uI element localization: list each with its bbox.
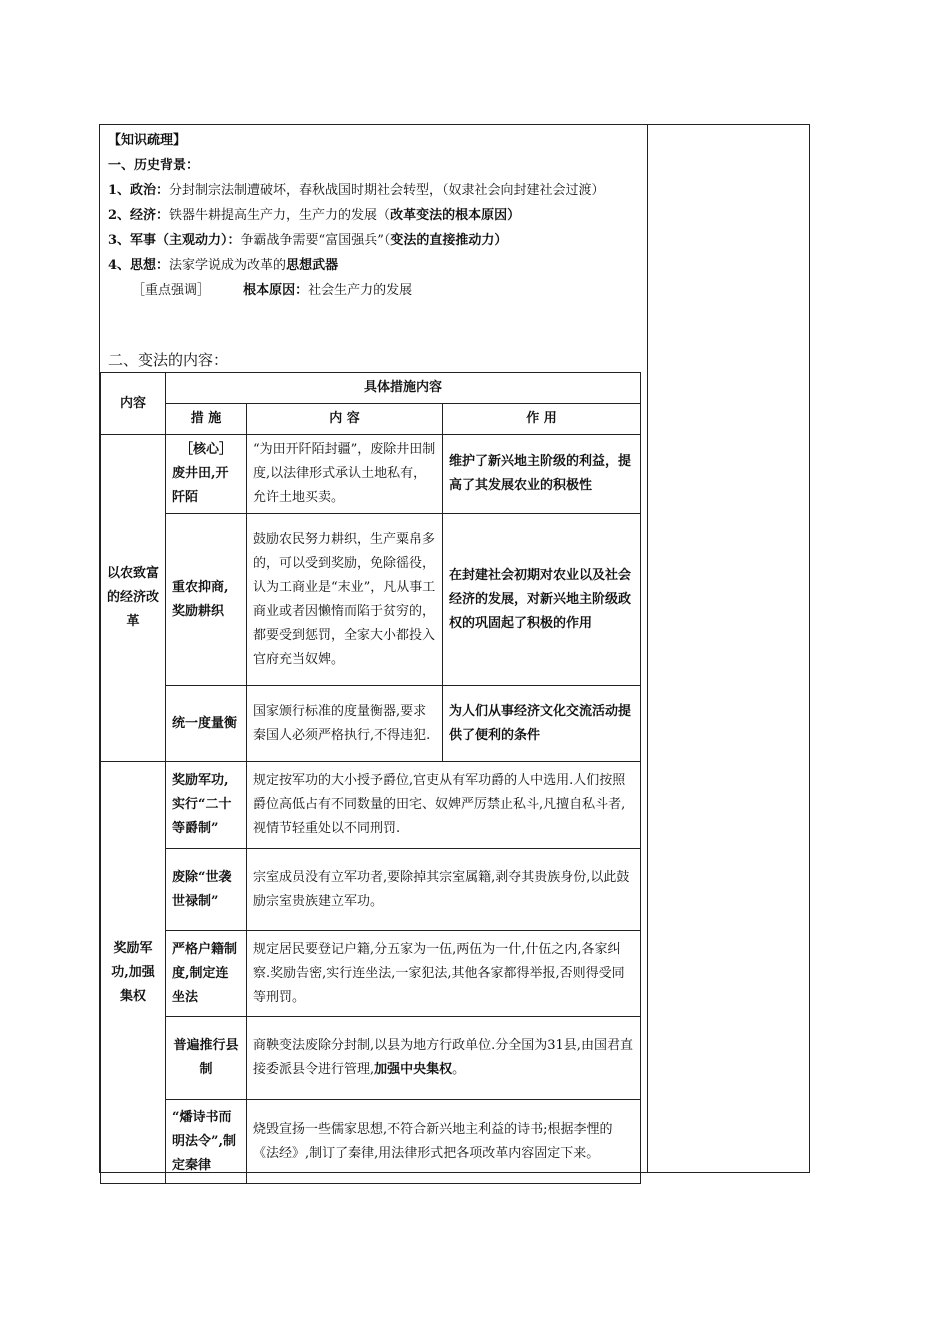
measure-cell: 废除“世袭世禄制” xyxy=(166,849,247,931)
column-divider xyxy=(647,125,648,1172)
category-military: 奖励军功,加强集权 xyxy=(101,762,166,1184)
table-header-row xyxy=(101,373,641,404)
table-row xyxy=(101,514,641,686)
emphasis-line: ［重点强调］ 根本原因：社会生产力的发展 xyxy=(132,283,413,298)
table-row xyxy=(101,435,641,514)
effect-cell: 维护了新兴地主阶级的利益，提高了其发展农业的积极性 xyxy=(443,435,641,514)
background-politics: 1、政治：分封制宗法制遭破坏，春秋战国时期社会转型，（奴隶社会向封建社会过渡） xyxy=(108,183,605,198)
header-specific: 具体措施内容 xyxy=(166,373,641,404)
measure-cell: 重农抑商,奖励耕织 xyxy=(166,514,247,686)
effect-cell: 在封建社会初期对农业以及社会经济的发展，对新兴地主阶级政权的巩固起了积极的作用 xyxy=(443,514,641,686)
content-cell: 商鞅变法废除分封制,以县为地方行政单位.分全国为31县,由国君直接委派县令进行管理,加强中央集权。 xyxy=(247,1017,641,1100)
measure-cell: 奖励军功,实行“二十等爵制” xyxy=(166,762,247,849)
category-economic: 以农致富的经济改革 xyxy=(101,435,166,762)
effect-cell: 为人们从事经济文化交流活动提供了便利的条件 xyxy=(443,686,641,762)
col-content: 内 容 xyxy=(247,404,443,435)
table-subheader-row xyxy=(101,404,641,435)
col-effect: 作 用 xyxy=(443,404,641,435)
content-cell: 规定居民要登记户籍,分五家为一伍,两伍为一什,什伍之内,各家纠察.奖励告密,实行连坐法,一家犯法,其他各家都得举报,否则得受同等刑罚。 xyxy=(247,931,641,1017)
outer-table xyxy=(99,124,810,1173)
content-cell: 鼓励农民努力耕织，生产粟帛多的，可以受到奖励，免除徭役，认为工商业是“末业”，凡从事工商业或者因懒惰而陷于贫穷的，都要受到惩罚，全家大小都投入官府充当奴婢。 xyxy=(247,514,443,686)
header-content: 内容 xyxy=(101,373,166,435)
section-title: 【知识疏理】 xyxy=(108,133,187,148)
background-military: 3、军事（主观动力）：争霸战争需要“富国强兵”（变法的直接推动力） xyxy=(108,233,508,248)
content-cell: 宗室成员没有立军功者,要除掉其宗室属籍,剥夺其贵族身份,以此鼓励宗室贵族建立军功。 xyxy=(247,849,641,931)
measure-cell: 普遍推行县制 xyxy=(166,1017,247,1100)
table-row xyxy=(101,686,641,762)
table-row xyxy=(101,931,641,1017)
measure-cell: ［核心］ 废井田,开阡陌 xyxy=(166,435,247,514)
content-cell: 烧毁宣扬一些儒家思想,不符合新兴地主利益的诗书;根据李悝的《法经》,制订了秦律,用法律形式把各项改革内容固定下来。 xyxy=(247,1100,641,1184)
measure-cell: 严格户籍制度,制定连坐法 xyxy=(166,931,247,1017)
table-row xyxy=(101,1100,641,1184)
content-cell: 规定按军功的大小授予爵位,官吏从有军功爵的人中选用.人们按照爵位高低占有不同数量的田宅、奴婢严厉禁止私斗,凡擅自私斗者,视情节轻重处以不同刑罚. xyxy=(247,762,641,849)
content-heading: 二、变法的内容： xyxy=(108,351,229,369)
col-measure: 措 施 xyxy=(166,404,247,435)
content-cell: “为田开阡陌封疆”，废除井田制度,以法律形式承认土地私有，允许土地买卖。 xyxy=(247,435,443,514)
measure-cell: “燔诗书而明法令”,制定秦律 xyxy=(166,1100,247,1184)
reform-table xyxy=(100,372,641,1184)
table-row xyxy=(101,849,641,931)
measure-cell: 统一度量衡 xyxy=(166,686,247,762)
table-row xyxy=(101,762,641,849)
table-row xyxy=(101,1017,641,1100)
knowledge-section xyxy=(108,128,643,303)
content-cell: 国家颁行标准的度量衡器,要求秦国人必须严格执行,不得违犯. xyxy=(247,686,443,762)
background-thought: 4、思想：法家学说成为改革的思想武器 xyxy=(108,258,339,273)
background-heading: 一、历史背景： xyxy=(108,158,200,173)
background-economy: 2、经济：铁器牛耕提高生产力，生产力的发展（改革变法的根本原因） xyxy=(108,208,521,223)
